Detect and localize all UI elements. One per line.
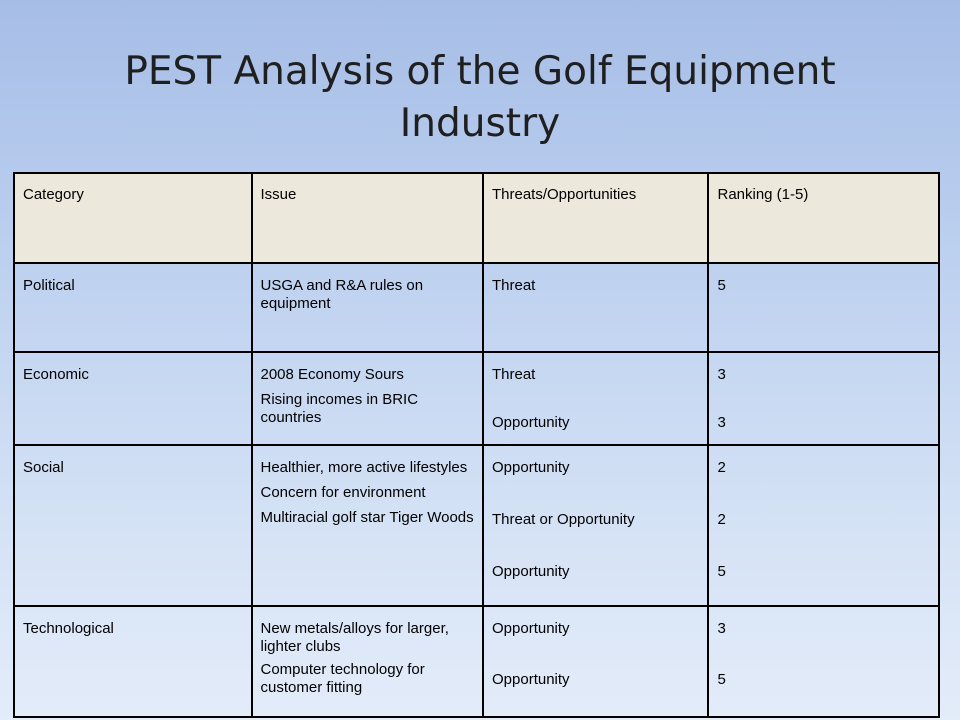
issue-item: Concern for environment <box>260 484 426 501</box>
pest-table <box>13 172 940 718</box>
ranking-item: 2 <box>717 459 726 476</box>
table-row-political <box>14 263 939 352</box>
issue-cell <box>252 352 484 445</box>
effect-cell <box>483 352 708 445</box>
ranking-item: 5 <box>717 671 726 688</box>
issue-item: Healthier, more active lifestyles <box>260 459 468 476</box>
ranking-item: 2 <box>717 511 726 528</box>
header-threats-opportunities: Threats/Opportunities <box>483 173 708 263</box>
effect-cell <box>483 263 708 352</box>
category-cell: Social <box>14 445 252 606</box>
issue-item: Rising incomes in BRIC countries <box>260 391 419 426</box>
ranking-item: 5 <box>717 277 726 294</box>
effect-item: Opportunity <box>492 459 570 476</box>
ranking-cell <box>708 352 939 445</box>
effect-cell <box>483 445 708 606</box>
effect-item: Opportunity <box>492 563 570 580</box>
table-row-economic <box>14 352 939 445</box>
title-line-2: Industry <box>399 101 561 146</box>
category-cell: Economic <box>14 352 252 445</box>
header-ranking: Ranking (1-5) <box>708 173 939 263</box>
header-row <box>14 173 939 263</box>
table-row-social <box>14 445 939 606</box>
effect-item: Opportunity <box>492 414 570 431</box>
ranking-cell <box>708 606 939 717</box>
category-cell: Political <box>14 263 252 352</box>
issue-item: 2008 Economy Sours <box>260 366 404 383</box>
effect-item: Threat <box>492 366 536 383</box>
ranking-cell <box>708 263 939 352</box>
issue-item: New metals/alloys for larger, lighter clubs <box>260 620 449 655</box>
issue-item: USGA and R&A rules on equipment <box>260 277 424 312</box>
ranking-item: 3 <box>717 414 726 431</box>
issue-cell <box>252 445 484 606</box>
ranking-item: 3 <box>717 620 726 637</box>
header-issue: Issue <box>252 173 484 263</box>
title-line-1: PEST Analysis of the Golf Equipment <box>124 49 836 94</box>
category-cell: Technological <box>14 606 252 717</box>
effect-item: Opportunity <box>492 671 570 688</box>
ranking-cell <box>708 445 939 606</box>
effect-item: Opportunity <box>492 620 570 637</box>
header-category: Category <box>14 173 252 263</box>
effect-cell <box>483 606 708 717</box>
ranking-item: 3 <box>717 366 726 383</box>
slide-title <box>0 46 960 150</box>
effect-item: Threat or Opportunity <box>492 511 635 528</box>
issue-item: Computer technology for customer fitting <box>260 661 425 696</box>
table-row-technological <box>14 606 939 717</box>
effect-item: Threat <box>492 277 536 294</box>
issue-cell <box>252 263 484 352</box>
issue-item: Multiracial golf star Tiger Woods <box>260 509 474 526</box>
ranking-item: 5 <box>717 563 726 580</box>
issue-cell <box>252 606 484 717</box>
